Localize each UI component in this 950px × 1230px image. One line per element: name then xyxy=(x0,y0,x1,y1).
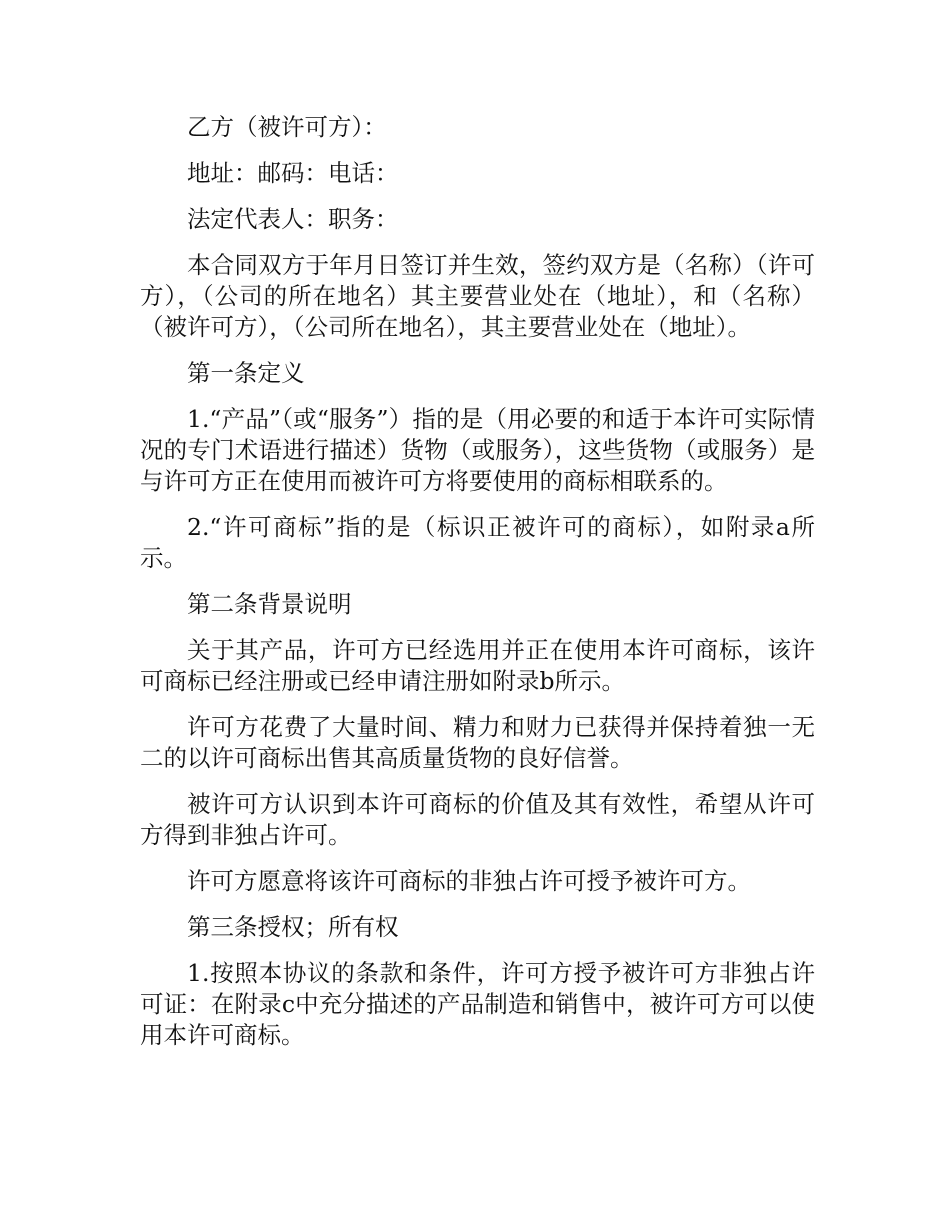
legal-representative-line: 法定代表人：职务： xyxy=(187,205,399,233)
address-line: 地址：邮码：电话： xyxy=(187,159,399,187)
definition-trademark-paragraph: 2.“许可商标”指的是（标识正被许可的商标），如附录a所示。 xyxy=(140,513,815,572)
document-body xyxy=(140,112,815,1066)
article-1-heading: 第一条定义 xyxy=(187,359,305,387)
background-paragraph-2: 许可方花费了大量时间、精力和财力已获得并保持着独一无二的以许可商标出售其高质量货物的良好信誉。 xyxy=(140,713,815,772)
article-2-heading: 第二条背景说明 xyxy=(187,590,352,618)
background-paragraph-3: 被许可方认识到本许可商标的价值及其有效性，希望从许可方得到非独占许可。 xyxy=(140,790,815,849)
background-paragraph-1: 关于其产品，许可方已经选用并正在使用本许可商标，该许可商标已经注册或已经申请注册如附录b所示。 xyxy=(140,636,815,695)
grant-paragraph-1: 1.按照本协议的条款和条件，许可方授予被许可方非独占许可证：在附录c中充分描述的产品制造和销售中，被许可方可以使用本许可商标。 xyxy=(140,959,815,1049)
background-paragraph-4: 许可方愿意将该许可商标的非独占许可授予被许可方。 xyxy=(187,867,751,895)
party-b-heading: 乙方（被许可方）： xyxy=(187,113,387,141)
article-3-heading: 第三条授权；所有权 xyxy=(187,913,399,941)
definition-product-paragraph: 1.“产品”（或“服务”）指的是（用必要的和适于本许可实际情况的专门术语进行描述）货物（或服务），这些货物（或服务）是与许可方正在使用而被许可方将要使用的商标相联系的。 xyxy=(140,405,815,495)
contract-parties-paragraph: 本合同双方于年月日签订并生效，签约双方是（名称）（许可方），（公司的所在地名）其主要营业处在（地址），和（名称）（被许可方），（公司所在地名），其主要营业处在（地址）。 xyxy=(140,251,815,341)
